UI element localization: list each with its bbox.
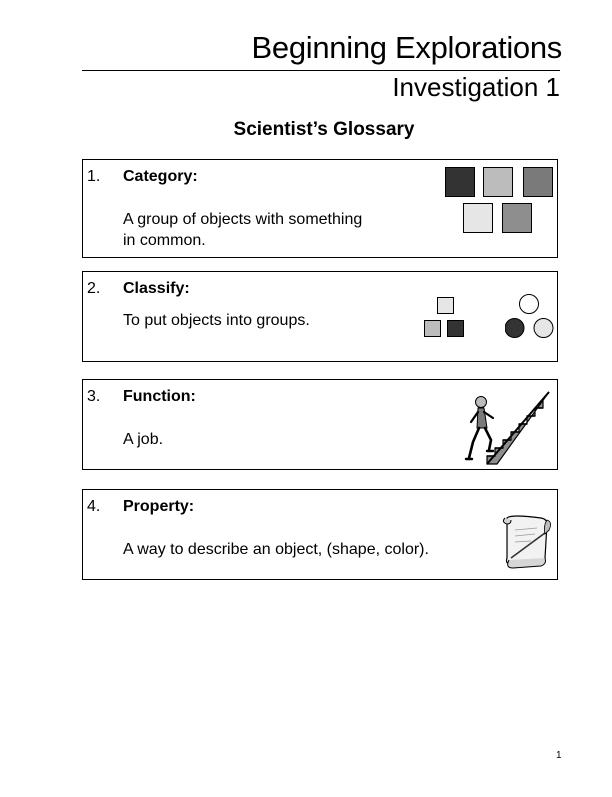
entry-definition	[123, 209, 362, 251]
entry-definition: A way to describe an object, (shape, color).	[123, 541, 429, 558]
document-subtitle: Investigation 1	[392, 72, 560, 102]
document-title: Beginning Explorations	[251, 30, 562, 65]
category-squares-icon	[443, 165, 555, 233]
dark-square	[445, 167, 475, 197]
glossary-entry-property	[82, 489, 558, 580]
person-climbing-stairs-icon	[463, 388, 553, 468]
entry-term: Category:	[123, 168, 198, 185]
glossary-entry-category	[82, 159, 558, 258]
circle-group-icon	[505, 292, 557, 342]
entry-term: Property:	[123, 498, 195, 515]
glossary-title: Scientist’s Glossary	[233, 119, 415, 140]
definition-line: in common.	[123, 232, 206, 249]
glossary-entry-function	[82, 379, 558, 470]
entry-definition: A job.	[123, 431, 164, 448]
scroll-quill-icon	[501, 512, 555, 570]
light-square	[424, 320, 441, 337]
entry-definition: To put objects into groups.	[123, 312, 310, 329]
entry-number: 4.	[87, 498, 101, 515]
classify-shapes-icon	[421, 292, 557, 342]
dark-square	[447, 320, 464, 337]
entry-term: Function:	[123, 388, 196, 405]
medium-square	[502, 203, 532, 233]
definition-line: A group of objects with something	[123, 211, 363, 228]
entry-number: 2.	[87, 280, 101, 297]
glossary-entry-classify	[82, 271, 558, 362]
gray-square	[523, 167, 553, 197]
page-number: 1	[556, 750, 562, 761]
pale-square	[463, 203, 493, 233]
light-square	[483, 167, 513, 197]
entry-number: 3.	[87, 388, 101, 405]
entry-term: Classify:	[123, 280, 190, 297]
pale-square	[437, 297, 454, 314]
entry-number: 1.	[87, 168, 101, 185]
